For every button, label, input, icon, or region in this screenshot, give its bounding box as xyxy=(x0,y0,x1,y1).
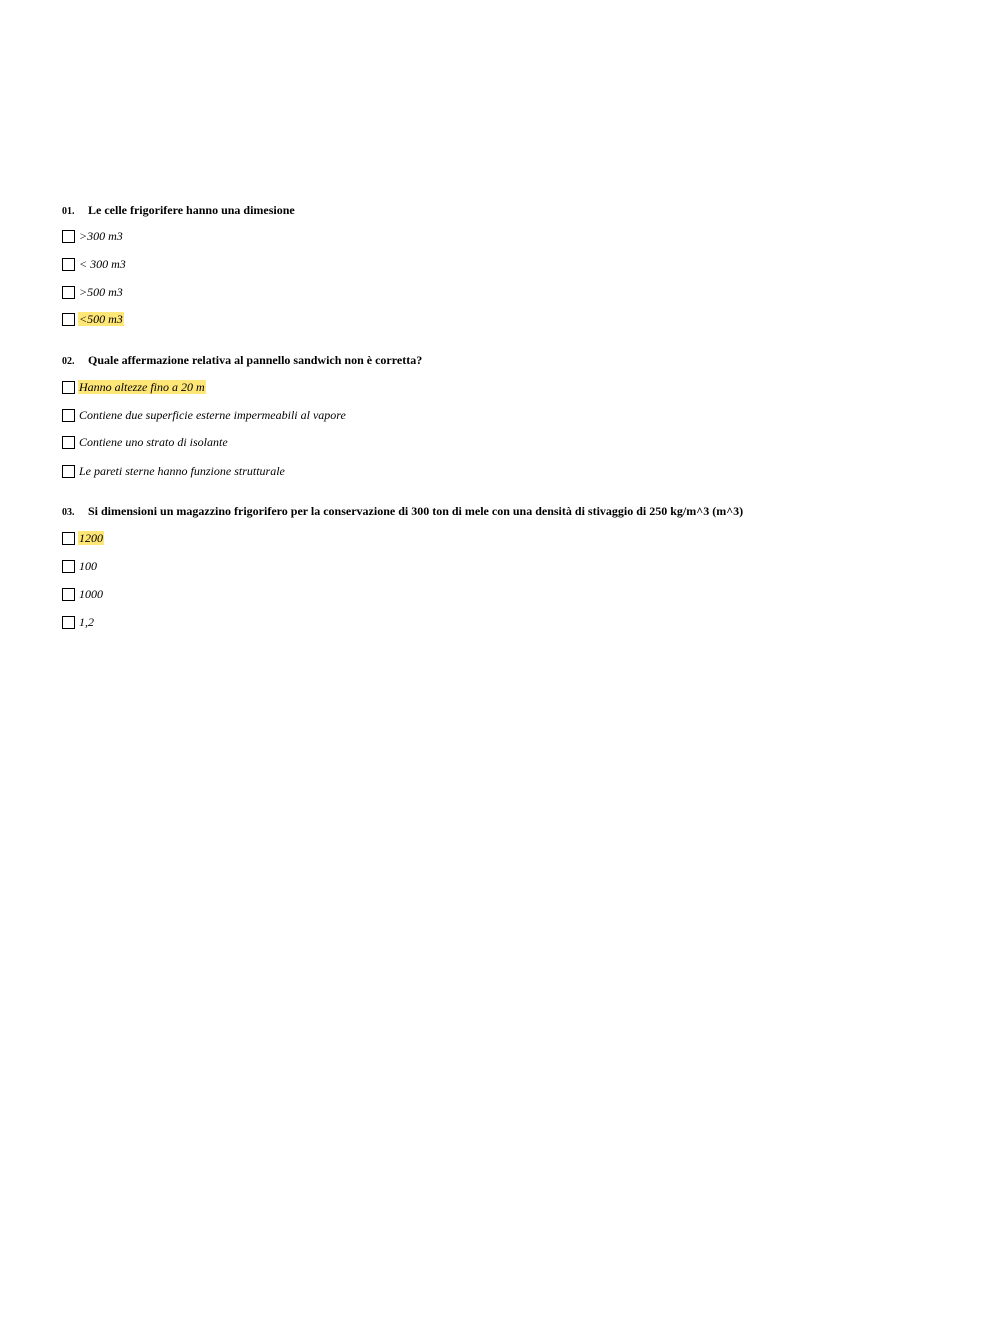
answer-label: >500 m3 xyxy=(79,285,123,299)
checkbox[interactable] xyxy=(62,616,75,629)
checkbox[interactable] xyxy=(62,313,75,326)
question-2 xyxy=(62,353,982,478)
answer-label-highlighted: <500 m3 xyxy=(79,312,123,326)
answer-option[interactable] xyxy=(62,407,347,423)
answer-option[interactable] xyxy=(62,463,286,479)
checkbox[interactable] xyxy=(62,286,75,299)
question-number: 01. xyxy=(62,206,75,217)
answer-option[interactable] xyxy=(62,614,95,630)
question-title xyxy=(62,504,982,518)
answer-label: Contiene due superficie esterne impermeabili al vapore xyxy=(79,408,346,422)
question-number: 03. xyxy=(62,507,75,518)
question-text: Le celle frigorifere hanno una dimesione xyxy=(88,203,295,217)
answer-option[interactable] xyxy=(62,379,206,395)
question-3 xyxy=(62,504,982,629)
answer-option[interactable] xyxy=(62,530,104,546)
question-text: Si dimensioni un magazzino frigorifero per la conservazione di 300 ton di mele con una densità di stivaggio di 250 kg/m^3 (m^3) xyxy=(88,504,744,518)
checkbox[interactable] xyxy=(62,258,75,271)
answer-label: 1,2 xyxy=(79,615,94,629)
answer-option[interactable] xyxy=(62,558,98,574)
answer-option[interactable] xyxy=(62,256,127,272)
question-text: Quale affermazione relativa al pannello sandwich non è corretta? xyxy=(88,353,423,367)
question-title xyxy=(62,203,982,217)
question-title xyxy=(62,353,982,367)
checkbox[interactable] xyxy=(62,532,75,545)
answer-label-highlighted: Hanno altezze fino a 20 m xyxy=(79,380,205,394)
checkbox[interactable] xyxy=(62,560,75,573)
answer-label: Contiene uno strato di isolante xyxy=(79,435,228,449)
checkbox[interactable] xyxy=(62,588,75,601)
answer-option[interactable] xyxy=(62,586,104,602)
answer-label: 100 xyxy=(79,559,97,573)
answer-option[interactable] xyxy=(62,284,124,300)
question-number: 02. xyxy=(62,356,75,367)
question-1 xyxy=(62,203,982,326)
checkbox[interactable] xyxy=(62,230,75,243)
answer-label: Le pareti sterne hanno funzione strutturale xyxy=(79,464,285,478)
checkbox[interactable] xyxy=(62,436,75,449)
checkbox[interactable] xyxy=(62,381,75,394)
answer-option[interactable] xyxy=(62,434,229,450)
checkbox[interactable] xyxy=(62,465,75,478)
answer-label: 1000 xyxy=(79,587,103,601)
answer-option[interactable] xyxy=(62,311,124,327)
answer-option[interactable] xyxy=(62,228,124,244)
answer-label-highlighted: 1200 xyxy=(79,531,103,545)
answer-label: >300 m3 xyxy=(79,229,123,243)
checkbox[interactable] xyxy=(62,409,75,422)
answer-label: < 300 m3 xyxy=(79,257,126,271)
